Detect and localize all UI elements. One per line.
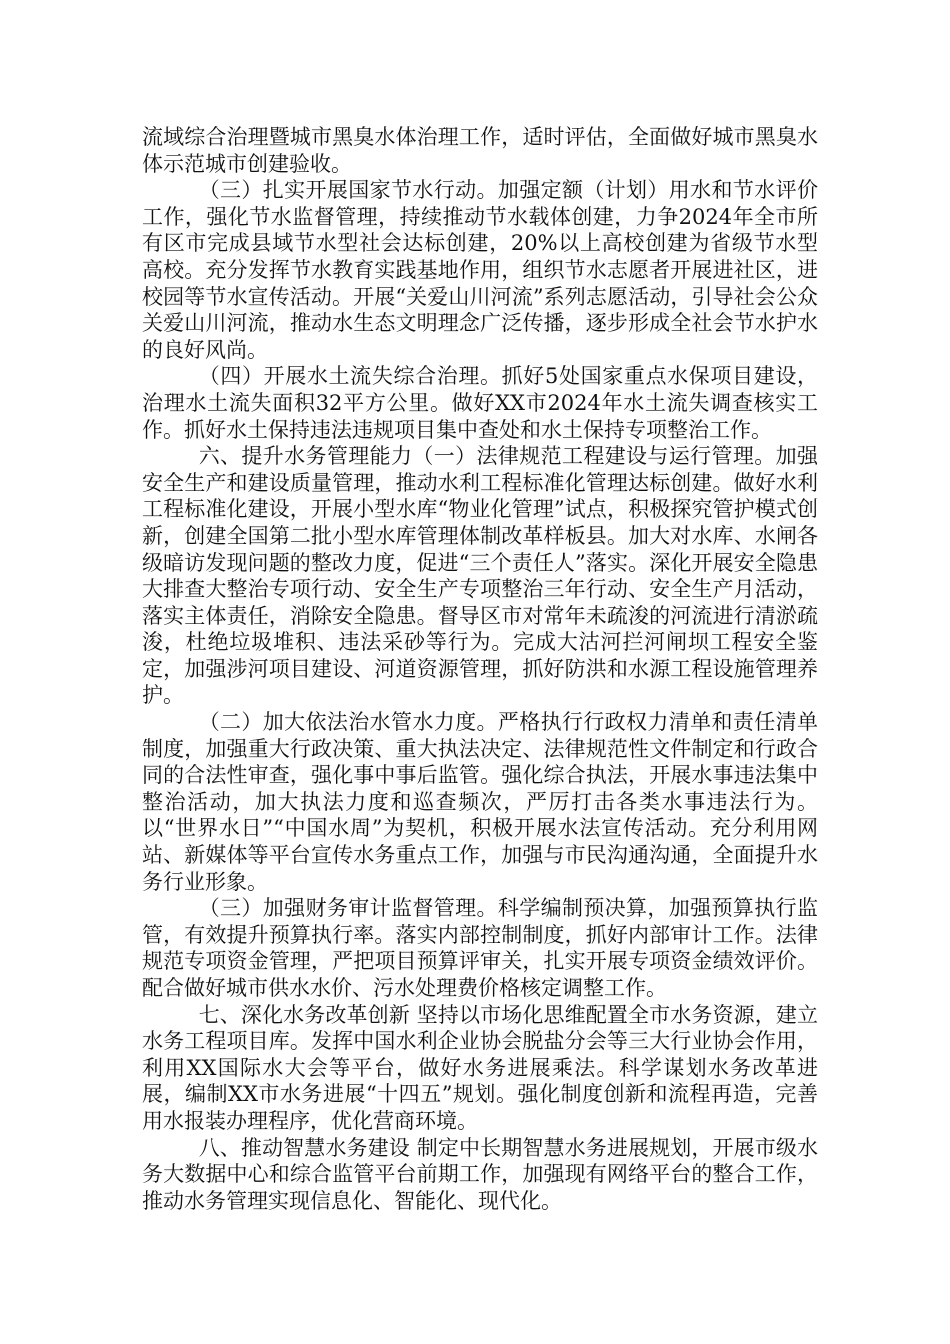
paragraph-continuation: 流域综合治理暨城市黑臭水体治理工作，适时评估，全面做好城市黑臭水体示范城市创建验收。	[142, 125, 818, 176]
paragraph-soil-erosion: （四）开展水土流失综合治理。抓好5处国家重点水保项目建设，治理水土流失面积32平方公里。做好XX市2024年水土流失调查核实工作。抓好水土保持违法违规项目集中查处和水土保持专项整治工作。	[142, 364, 818, 442]
paragraph-section-eight: 八、推动智慧水务建设 制定中长期智慧水务进展规划，开展市级水务大数据中心和综合监管平台前期工作，加强现有网络平台的整合工作，推动水务管理实现信息化、智能化、现代化。	[142, 1135, 818, 1213]
paragraph-financial-audit: （三）加强财务审计监督管理。科学编制预决算，加强预算执行监管，有效提升预算执行率。落实内部控制制度，抓好内部审计工作。法律规范专项资金管理，严把项目预算评审关，扎实开展专项资金绩效评价。配合做好城市供水水价、污水处理费价格核定调整工作。	[142, 896, 818, 1000]
paragraph-section-six: 六、提升水务管理能力（一）法律规范工程建设与运行管理。加强安全生产和建设质量管理，推动水利工程标准化管理达标创建。做好水利工程标准化建设，开展小型水库“物业化管理”试点，积极探究管护模式创新，创建全国第二批小型水库管理体制改革样板县。加大对水库、水闸各级暗访发现问题的整改力度，促进“三个责任人”落实。深化开展安全隐患大排查大整治专项行动、安全生产专项整治三年行动、安全生产月活动，落实主体责任，消除安全隐患。督导区市对常年未疏浚的河流进行清淤疏浚，杜绝垃圾堆积、违法采砂等行为。完成大沽河拦河闸坝工程安全鉴定，加强涉河项目建设、河道资源管理，抓好防洪和水源工程设施管理养护。	[142, 444, 818, 708]
paragraph-legal-governance: （二）加大依法治水管水力度。严格执行行政权力清单和责任清单制度，加强重大行政决策、重大执法决定、法律规范性文件制定和行政合同的合法性审查，强化事中事后监管。强化综合执法，开展水事违法集中整治活动，加大执法力度和巡查频次，严厉打击各类水事违法行为。以“世界水日”“中国水周”为契机，积极开展水法宣传活动。充分利用网站、新媒体等平台宣传水务重点工作，加强与市民沟通沟通，全面提升水务行业形象。	[142, 710, 818, 894]
paragraph-section-seven: 七、深化水务改革创新 坚持以市场化思维配置全市水务资源，建立水务工程项目库。发挥中国水利企业协会脱盐分会等三大行业协会作用，利用XX国际水大会等平台，做好水务进展乘法。科学谋划水务改革进展，编制XX市水务进展“十四五”规划。强化制度创新和流程再造，完善用水报装办理程序，优化营商环境。	[142, 1002, 818, 1133]
document-page	[142, 124, 818, 1214]
paragraph-water-saving: （三）扎实开展国家节水行动。加强定额（计划）用水和节水评价工作，强化节水监督管理，持续推动节水载体创建，力争2024年全市所有区市完成县域节水型社会达标创建，20%以上高校创建为省级节水型高校。充分发挥节水教育实践基地作用，组织节水志愿者开展进社区，进校园等节水宣传活动。开展“关爱山川河流”系列志愿活动，引导社会公众关爱山川河流，推动水生态文明理念广泛传播，逐步形成全社会节水护水的良好风尚。	[142, 178, 818, 362]
